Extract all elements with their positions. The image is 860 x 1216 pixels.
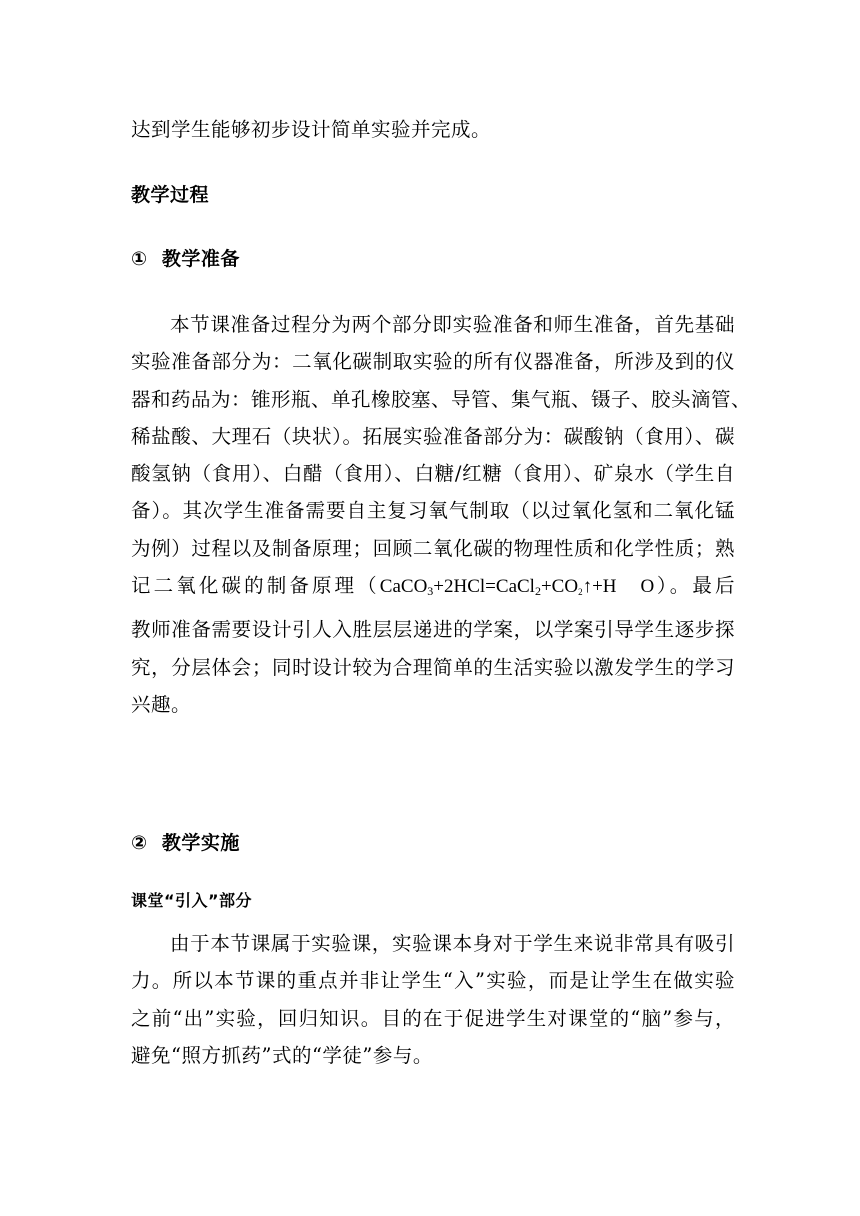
- formula-tail-text: ）。最后: [654, 574, 735, 598]
- paragraph-line: 兴趣。: [131, 692, 192, 716]
- section-title: 教学过程: [131, 184, 210, 206]
- paragraph-line: 避免“照方抓药”式的“学徒”参与。: [131, 1043, 433, 1067]
- chemical-equation: [380, 576, 654, 597]
- formula-part: +2HCl=CaCl: [433, 576, 535, 598]
- paragraph-line: 由于本节课属于实验课，实验课本身对于学生来说非常具有吸引: [170, 932, 735, 955]
- subsection-teaching-preparation: [131, 244, 240, 271]
- formula-part: O: [640, 576, 655, 598]
- circled-number-2: ②: [131, 832, 148, 854]
- preparation-paragraph: [131, 306, 752, 723]
- paragraph-line: 究，分层体会；同时设计较为合理简单的生活实验以激发学生的学习: [131, 655, 735, 679]
- paragraph-line: 备）。其次学生准备需要自主复习氧气制取（以过氧化氢和二氧化锰: [131, 499, 735, 523]
- paragraph-line: 力。所以本节课的重点并非让学生“入”实验，而是让学生在做实验: [131, 969, 735, 993]
- paragraph-line: 器和药品为：锥形瓶、单孔橡胶塞、导管、集气瓶、镊子、胶头滴管、: [131, 387, 752, 411]
- introduction-paragraph: [131, 925, 735, 1074]
- subsection-teaching-implementation: [131, 828, 240, 855]
- paragraph-line: 为例）过程以及制备原理；回顾二氧化碳的物理性质和化学性质；熟: [131, 536, 735, 560]
- continuation-line: 达到学生能够初步设计简单实验并完成。: [131, 118, 492, 141]
- paragraph-line: 教师准备需要设计引人入胜层层递进的学案，以学案引导学生逐步探: [131, 618, 735, 642]
- circled-number-1: ①: [131, 248, 148, 270]
- formula-subscript: 2: [534, 584, 541, 599]
- paragraph-line-with-formula: [131, 567, 735, 611]
- subsection-title: 教学实施: [161, 832, 240, 854]
- formula-part: +CO: [540, 576, 579, 598]
- paragraph-line: 本节课准备过程分为两个部分即实验准备和师生准备，首先基础: [170, 313, 735, 336]
- paragraph-line: 稀盐酸、大理石（块状）。拓展实验准备部分为：碳酸钠（食用）、碳: [131, 424, 735, 448]
- gas-arrow-icon: ↑: [582, 576, 593, 598]
- formula-subscript: 3: [427, 584, 434, 599]
- formula-subscript: 2: [578, 587, 583, 598]
- paragraph-line: 实验准备部分为：二氧化碳制取实验的所有仪器准备，所涉及到的仪: [131, 350, 735, 374]
- formula-part: +H: [592, 576, 617, 598]
- introduction-part-heading: 课堂“引入”部分: [131, 891, 253, 910]
- formula-lead-text: 记二氧化碳的制备原理（: [131, 574, 380, 598]
- paragraph-line: 之前“出”实验，回归知识。目的在于促进学生对课堂的“脑”参与，: [131, 1006, 735, 1030]
- formula-part: CaCO: [379, 576, 428, 598]
- paragraph-line: 酸氢钠（食用）、白醋（食用）、白糖/红糖（食用）、矿泉水（学生自: [131, 462, 735, 486]
- subsection-title: 教学准备: [161, 248, 240, 270]
